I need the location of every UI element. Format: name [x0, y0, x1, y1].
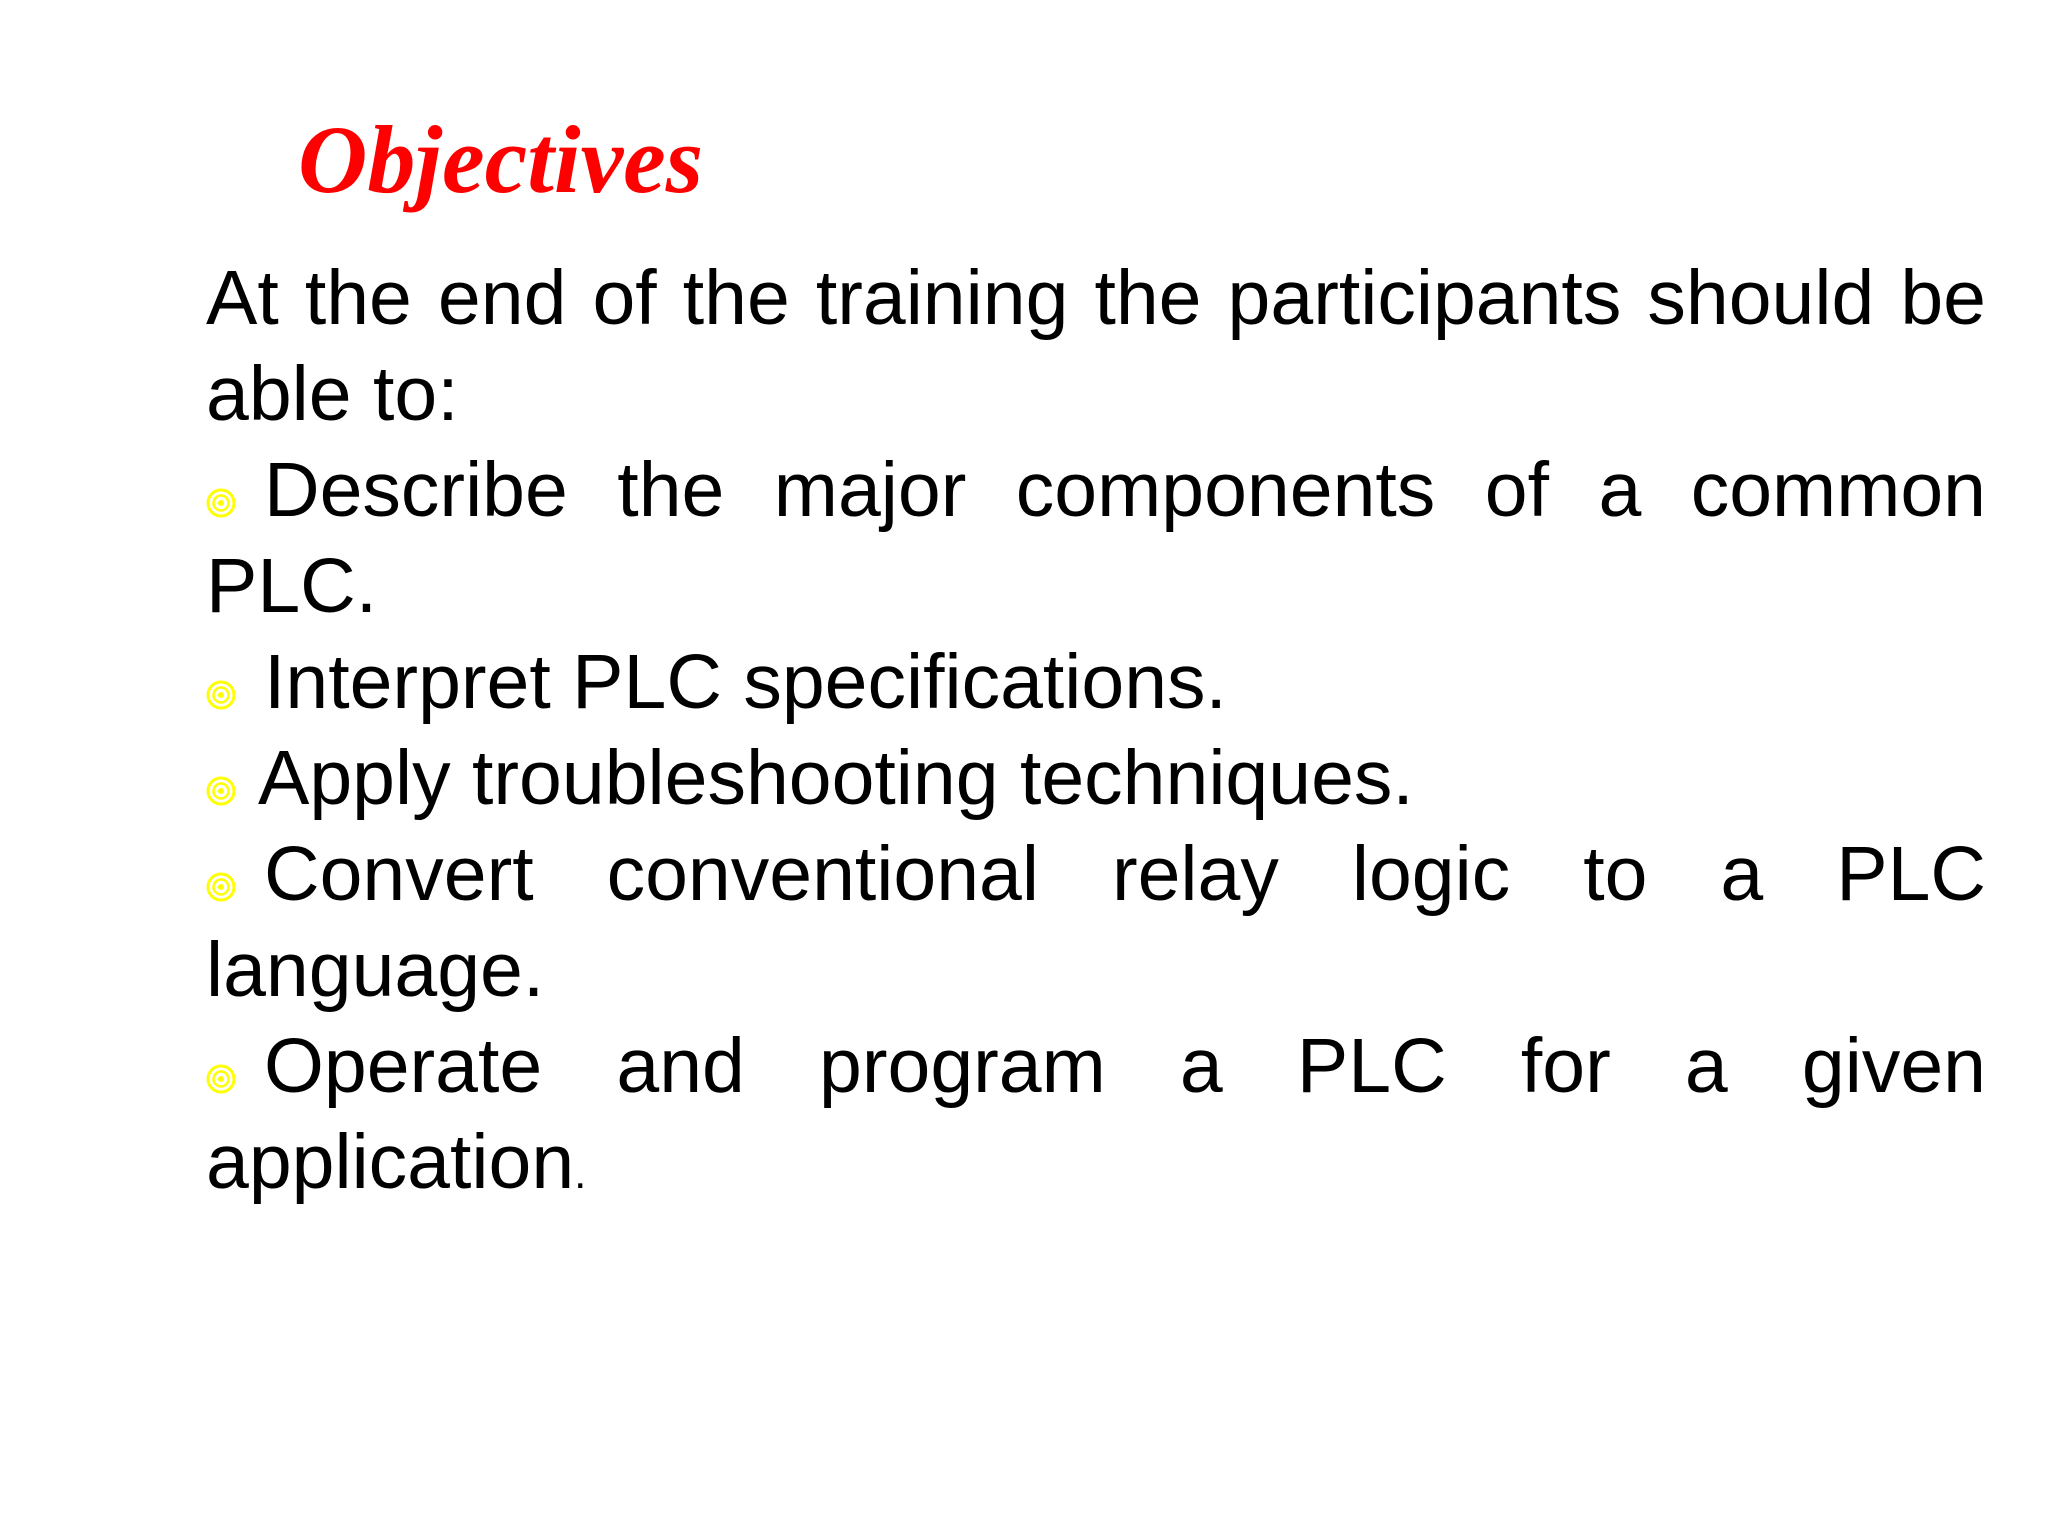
objective-item [206, 1018, 1986, 1222]
target-bullet-icon [206, 1064, 236, 1094]
slide-title: Objectives [298, 106, 704, 213]
objective-item [206, 826, 1986, 1018]
target-bullet-icon [206, 680, 236, 710]
target-bullet-icon [206, 488, 236, 518]
objective-trailing-period: . [574, 1149, 587, 1198]
intro-text: At the end of the training the participants should be able to: [206, 255, 1986, 437]
objective-text: Describe the major components of a common PLC. [206, 447, 1986, 629]
target-bullet-icon [206, 776, 236, 806]
objective-text: Interpret PLC specifications. [264, 639, 1227, 725]
objective-text: Operate and program a PLC for a given application [206, 1023, 1986, 1205]
objective-item [206, 730, 1986, 826]
objective-item [206, 634, 1986, 730]
objective-text: Apply troubleshooting techniques. [258, 735, 1414, 821]
objectives-body [206, 250, 1986, 1222]
target-bullet-icon [206, 872, 236, 902]
objective-text: Convert conventional relay logic to a PLC language. [206, 831, 1986, 1013]
objective-item [206, 442, 1986, 634]
